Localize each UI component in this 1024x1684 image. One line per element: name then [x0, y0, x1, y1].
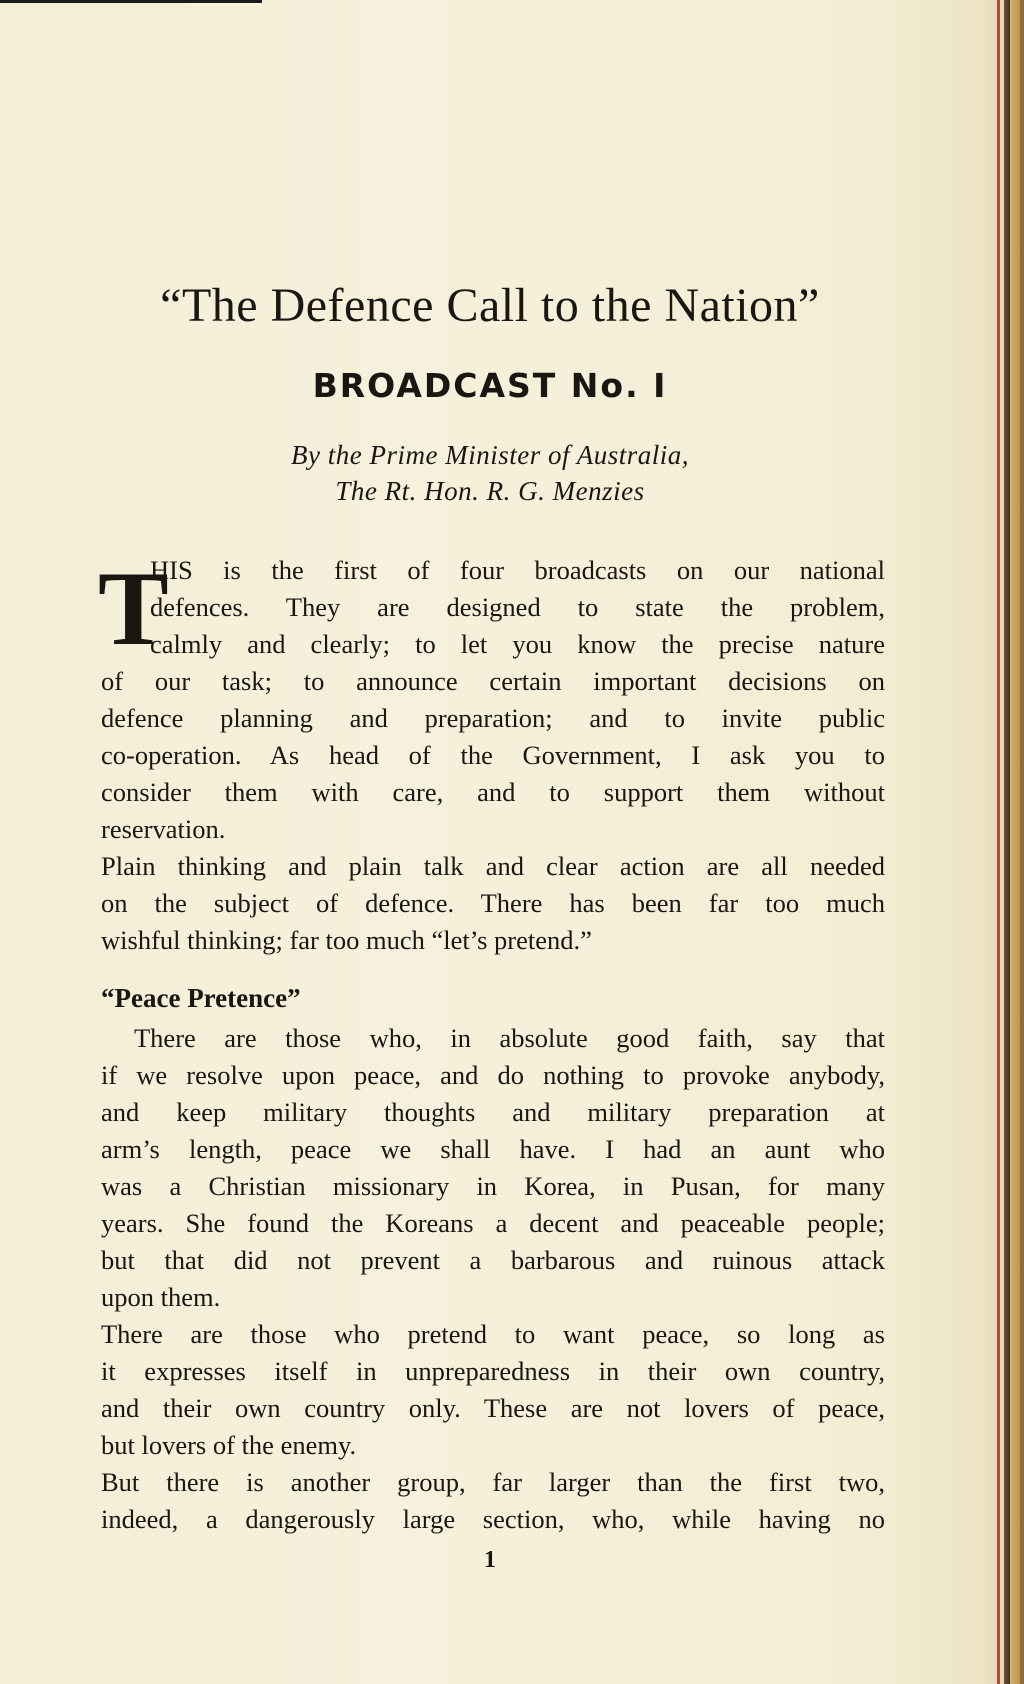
intro-line: co-operation. As head of the Government, I ask you to: [101, 740, 885, 770]
section-heading: “Peace Pretence”: [101, 983, 301, 1013]
paragraph-line: wishful thinking; far too much “let’s pretend.”: [101, 925, 592, 955]
byline-author-name: The Rt. Hon. R. G. Menzies: [335, 476, 645, 506]
byline-author-role: By the Prime Minister of Australia,: [291, 440, 689, 470]
document-title: “The Defence Call to the Nation”: [160, 279, 820, 332]
paragraph-line: but that did not prevent a barbarous and ruinous attack: [101, 1245, 885, 1275]
paragraph-line: and their own country only. These are not lovers of peace,: [101, 1393, 885, 1423]
paragraph-line: years. She found the Koreans a decent and peaceable people;: [101, 1208, 885, 1238]
paragraph-line: if we resolve upon peace, and do nothing to provoke anybody,: [101, 1060, 885, 1090]
intro-line: of our task; to announce certain important decisions on: [101, 666, 885, 696]
paragraph-line: arm’s length, peace we shall have. I had an aunt who: [101, 1134, 885, 1164]
paragraph-line: There are those who, in absolute good faith, say that: [134, 1023, 885, 1053]
intro-line: defences. They are designed to state the problem,: [150, 592, 885, 622]
paragraph-line: on the subject of defence. There has been far too much: [101, 888, 885, 918]
paragraph-line: it expresses itself in unpreparedness in their own country,: [101, 1356, 885, 1386]
paragraph-line: upon them.: [101, 1282, 221, 1312]
drop-cap: T: [98, 550, 169, 667]
broadcast-subtitle: BROADCAST No. I: [312, 366, 668, 405]
intro-line: reservation.: [101, 814, 226, 844]
page-number: 1: [484, 1547, 496, 1573]
intro-line: HIS is the first of four broadcasts on our national: [150, 555, 885, 585]
paragraph-line: There are those who pretend to want peace, so long as: [101, 1319, 885, 1349]
top-rule: [0, 0, 262, 3]
intro-line: consider them with care, and to support them without: [101, 777, 885, 807]
spine-outer-edge: [1020, 0, 1024, 1684]
paragraph-line: was a Christian missionary in Korea, in Pusan, for many: [101, 1171, 885, 1201]
intro-line: calmly and clearly; to let you know the precise nature: [150, 629, 885, 659]
intro-line: defence planning and preparation; and to invite public: [101, 703, 885, 733]
paragraph-line: and keep military thoughts and military preparation at: [101, 1097, 885, 1127]
paragraph-line: indeed, a dangerously large section, who, while having no: [101, 1504, 885, 1534]
paragraph-line: Plain thinking and plain talk and clear action are all needed: [101, 851, 885, 881]
spine-red-band: [997, 0, 1000, 1684]
paragraph-line: But there is another group, far larger than the first two,: [101, 1467, 885, 1497]
spine-dark-band: [1004, 0, 1010, 1684]
paragraph-line: but lovers of the enemy.: [101, 1430, 357, 1460]
